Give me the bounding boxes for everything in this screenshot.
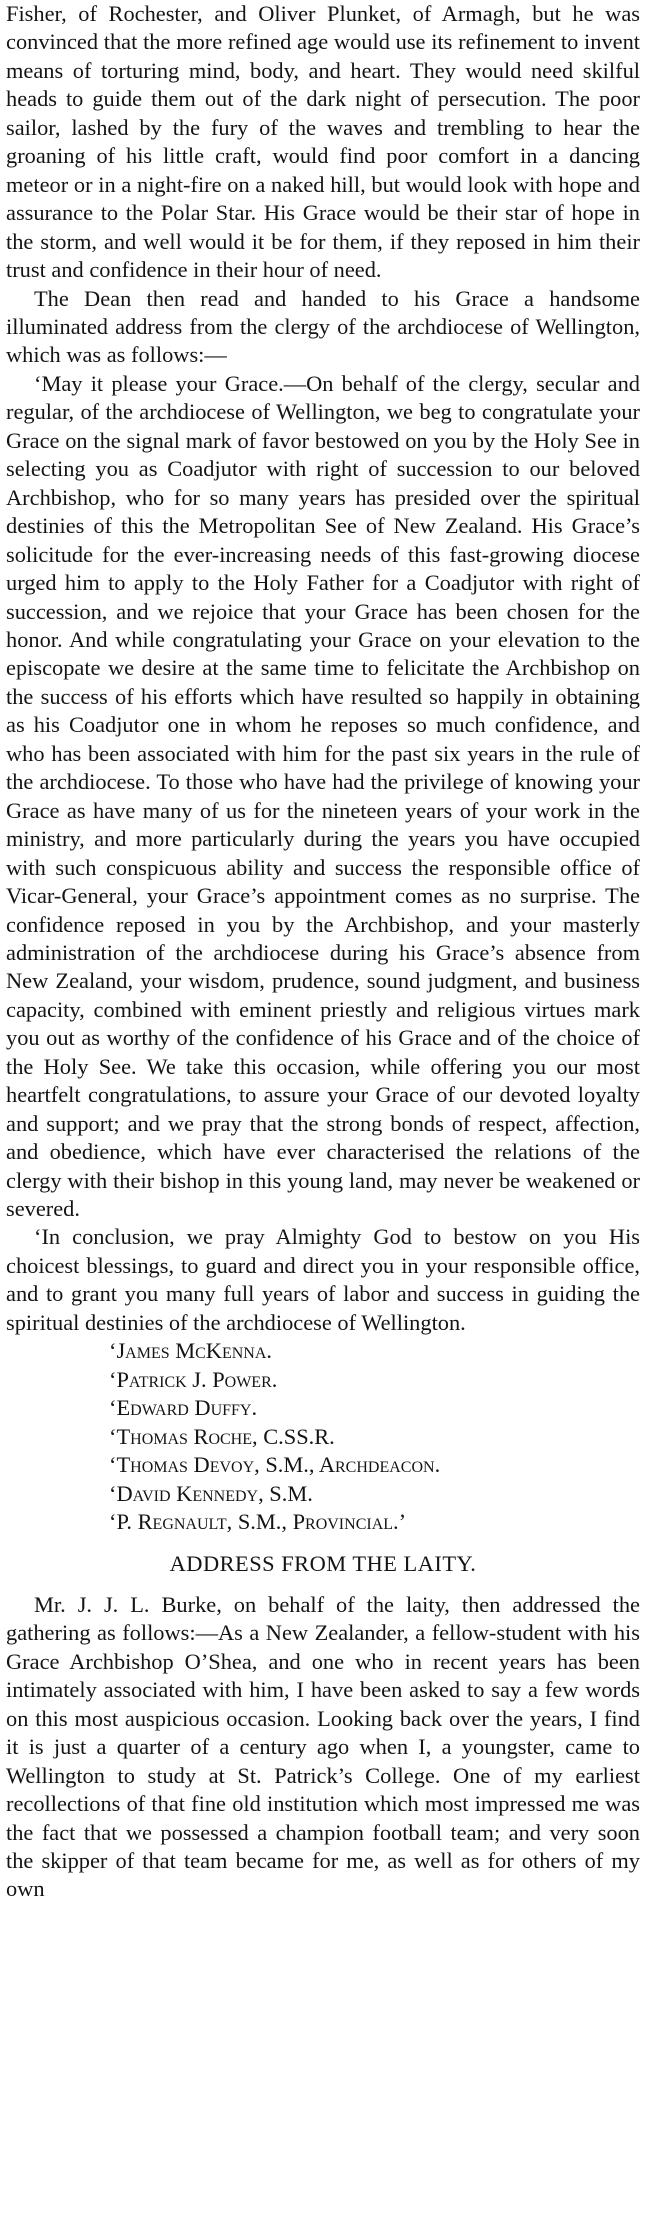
dean-paragraph: The Dean then read and handed to his Grace a handsome illuminated address from the clergy of the archdiocese of Wellington, which was as follows:—: [6, 285, 640, 368]
article-column: [6, 0, 640, 1904]
laity-address-paragraph: Mr. J. J. L. Burke, on behalf of the laity, then addressed the gathering as follows:—As a New Zealander, a fellow-student with his Grace Archbishop O’Shea, and one who in recent years has been intimately associated with him, I have been asked to say a few words on this most auspicious occasion. Looking back over the years, I find it is just a quarter of a century ago when I, a youngster, came to Wellington to study at St. Patrick’s College. One of my earliest recollections of that fine old institution which most impressed me was the fact that we possessed a champion football team; and very soon the skipper of that team became for me, as well as for others of my own: [6, 1591, 640, 1902]
conclusion-paragraph: ‘In conclusion, we pray Almighty God to bestow on you His choicest blessings, to guard and direct you in your responsible office, and to grant you many full years of labor and success in guiding the spiritual destinies of the archdiocese of Wellington.: [6, 1224, 640, 1335]
signatory: ‘Thomas Devoy, S.M., Archdeacon.: [109, 1452, 441, 1478]
signatory: ‘Patrick J. Power.: [109, 1366, 278, 1392]
intro-paragraph: Fisher, of Rochester, and Oliver Plunket, of Armagh, but he was convinced that the more refined age would use its refinement to invent means of torturing mind, body, and heart. They would need skilful heads to guide them out of the dark night of persecution. The poor sailor, lashed by the fury of the waves and trembling to hear the groaning of his little craft, would find poor comfort in a dancing meteor or in a night-fire on a naked hill, but would look with hope and assurance to the Polar Star. His Grace would be their star of hope in the storm, and well would it be for them, if they reposed in him their trust and confidence in their hour of need.: [6, 1, 640, 283]
signatory: ‘David Kennedy, S.M.: [109, 1480, 313, 1506]
section-heading: ADDRESS FROM THE LAITY.: [169, 1551, 477, 1577]
signatory: ‘James McKenna.: [109, 1338, 273, 1364]
signatory: ‘P. Regnault, S.M., Provincial.’: [109, 1509, 407, 1535]
signatory-list: [6, 1337, 640, 1536]
signatory: ‘Thomas Roche, C.SS.R.: [109, 1423, 335, 1449]
signatory: ‘Edward Duffy.: [109, 1395, 258, 1421]
clergy-address-paragraph: ‘May it please your Grace.—On behalf of the clergy, secular and regular, of the archdiocese of Wellington, we beg to congratulate your Grace on the signal mark of favor bestowed on you by the Holy See in selecting you as Coadjutor with right of succession to our beloved Archbishop, who for so many years has presided over the spiritual destinies of this the Metropolitan See of New Zealand. His Grace’s solicitude for the ever-increasing needs of this fast-growing diocese urged him to apply to the Holy Father for a Coadjutor with right of succession, and we rejoice that your Grace has been chosen for the honor. And while congratulating your Grace on your elevation to the episcopate we desire at the same time to felicitate the Archbishop on the success of his efforts which have resulted so happily in obtaining as his Coadjutor one in whom he reposes so much confidence, and who has been associated with him for the past six years in the rule of the archdiocese. To those who have had the privilege of knowing your Grace as have many of us for the nineteen years of your work in the ministry, and more particularly during the years you have occupied with such conspicuous ability and success the responsible office of Vicar-General, your Grace’s appointment comes as no surprise. The confidence reposed in you by the Archbishop, and your masterly administration of the archdiocese during his Grace’s absence from New Zealand, your wisdom, prudence, sound judgment, and business capacity, combined with eminent priestly and religious virtues mark you out as worthy of the confidence of his Grace and of the choice of the Holy See. We take this occasion, while offering you our most heartfelt congratulations, to assure your Grace of our devoted loyalty and support; and we pray that the strong bonds of respect, affection, and obedience, which have ever characterised the relations of the clergy with their bishop in this young land, may never be weakened or severed.: [6, 370, 640, 1222]
